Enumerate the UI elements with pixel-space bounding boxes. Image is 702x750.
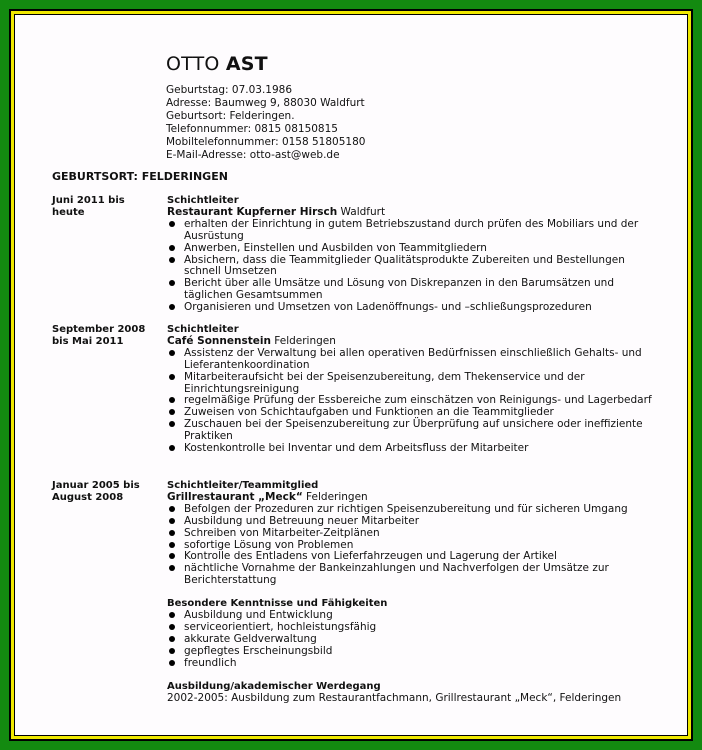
contact-address: Adresse: Baumweg 9, 88030 Waldfurt (166, 97, 365, 109)
job-date: September 2008 bis Mai 2011 (52, 324, 146, 347)
duty-item: Ausbildung und Betreuung neuer Mitarbeiter (167, 516, 654, 528)
duty-list (167, 348, 654, 455)
skills-list (167, 610, 654, 670)
duty-item: nächtliche Vornahme der Bankeinzahlungen und Nachverfolgen der Umsätze zur Berichterstattung (167, 563, 654, 587)
skill-item: gepflegtes Erscheinungsbild (167, 646, 654, 658)
last-name: AST (225, 53, 268, 75)
job-body (167, 480, 654, 704)
job-body (167, 195, 654, 314)
duty-item: Assistenz der Verwaltung bei allen operativen Bedürfnissen einschließlich Gehalts- und Lieferantenkoordination (167, 348, 654, 372)
contact-birthplace: Geburtsort: Felderingen. (166, 110, 295, 122)
skill-item: serviceorientiert, hochleistungsfähig (167, 622, 654, 634)
skill-item: akkurate Geldverwaltung (167, 634, 654, 646)
duty-list (167, 504, 654, 587)
duty-item: Kostenkontrolle bei Inventar und dem Arbeitsfluss der Mitarbeiter (167, 443, 654, 455)
job-date: Januar 2005 bis August 2008 (52, 480, 140, 503)
contact-block (166, 84, 365, 162)
duty-item: Bericht über alle Umsätze und Lösung von Diskrepanzen in den Barumsätzen und täglichen Gesamtsummen (167, 278, 654, 302)
first-name: OTTO (166, 53, 220, 75)
duty-item: sofortige Lösung von Problemen (167, 540, 654, 552)
skill-item: freundlich (167, 658, 654, 670)
job-role: Schichtleiter/Teammitglied (167, 480, 319, 491)
skill-item: Ausbildung und Entwicklung (167, 610, 654, 622)
contact-email: E-Mail-Adresse: otto-ast@web.de (166, 149, 340, 161)
duty-item: regelmäßige Prüfung der Essbereiche zum einschätzen von Reinigungs- und Lagerbedarf (167, 395, 654, 407)
company-city: Felderingen (270, 334, 336, 347)
duty-item: Zuschauen bei der Speisenzubereitung zur Überprüfung auf unsichere oder ineffiziente Praktiken (167, 419, 654, 443)
duty-item: Zuweisen von Schichtaufgaben und Funktionen an die Teammitglieder (167, 407, 654, 419)
duty-item: Organisieren und Umsetzen von Ladenöffnungs- und –schließungsprozeduren (167, 302, 654, 314)
resume-name (166, 53, 268, 75)
job-role: Schichtleiter (167, 324, 239, 335)
duty-item: erhalten der Einrichtung in gutem Betriebszustand durch prüfen des Mobiliars und der Ausrüstung (167, 219, 654, 243)
skills-title: Besondere Kenntnisse und Fähigkeiten (167, 598, 388, 610)
duty-item: Kontrolle des Entladens von Lieferfahrzeugen und Lagerung der Artikel (167, 551, 654, 563)
job-role: Schichtleiter (167, 195, 239, 206)
job-body (167, 324, 654, 455)
company-name: Restaurant Kupferner Hirsch (167, 205, 338, 218)
company-name: Café Sonnenstein (167, 334, 271, 347)
section-heading: GEBURTSORT: FELDERINGEN (52, 170, 228, 183)
education-title: Ausbildung/akademischer Werdegang (167, 680, 381, 692)
duty-item: Absichern, dass die Teammitglieder Qualitätsprodukte Zubereiten und Bestellungen schnell Umsetzen (167, 255, 654, 279)
duty-item: Befolgen der Prozeduren zur richtigen Speisenzubereitung und für sicheren Umgang (167, 504, 654, 516)
company-name: Grillrestaurant „Meck“ (167, 490, 303, 503)
contact-phone: Telefonnummer: 0815 08150815 (166, 123, 338, 135)
duty-item: Mitarbeiteraufsicht bei der Speisenzubereitung, dem Thekenservice und der Einrichtungsreinigung (167, 372, 654, 396)
education-line: 2002-2005: Ausbildung zum Restaurantfachmann, Grillrestaurant „Meck“, Felderingen (167, 691, 622, 704)
job-date: Juni 2011 bis heute (52, 195, 125, 218)
duty-list (167, 219, 654, 314)
contact-mobile: Mobiltelefonnummer: 0158 51805180 (166, 136, 366, 148)
duty-item: Anwerben, Einstellen und Ausbilden von Teammitgliedern (167, 243, 654, 255)
company-city: Waldfurt (337, 205, 386, 218)
contact-birthday: Geburtstag: 07.03.1986 (166, 84, 293, 96)
company-city: Felderingen (302, 490, 368, 503)
duty-item: Schreiben von Mitarbeiter-Zeitplänen (167, 528, 654, 540)
resume-page (14, 14, 688, 736)
